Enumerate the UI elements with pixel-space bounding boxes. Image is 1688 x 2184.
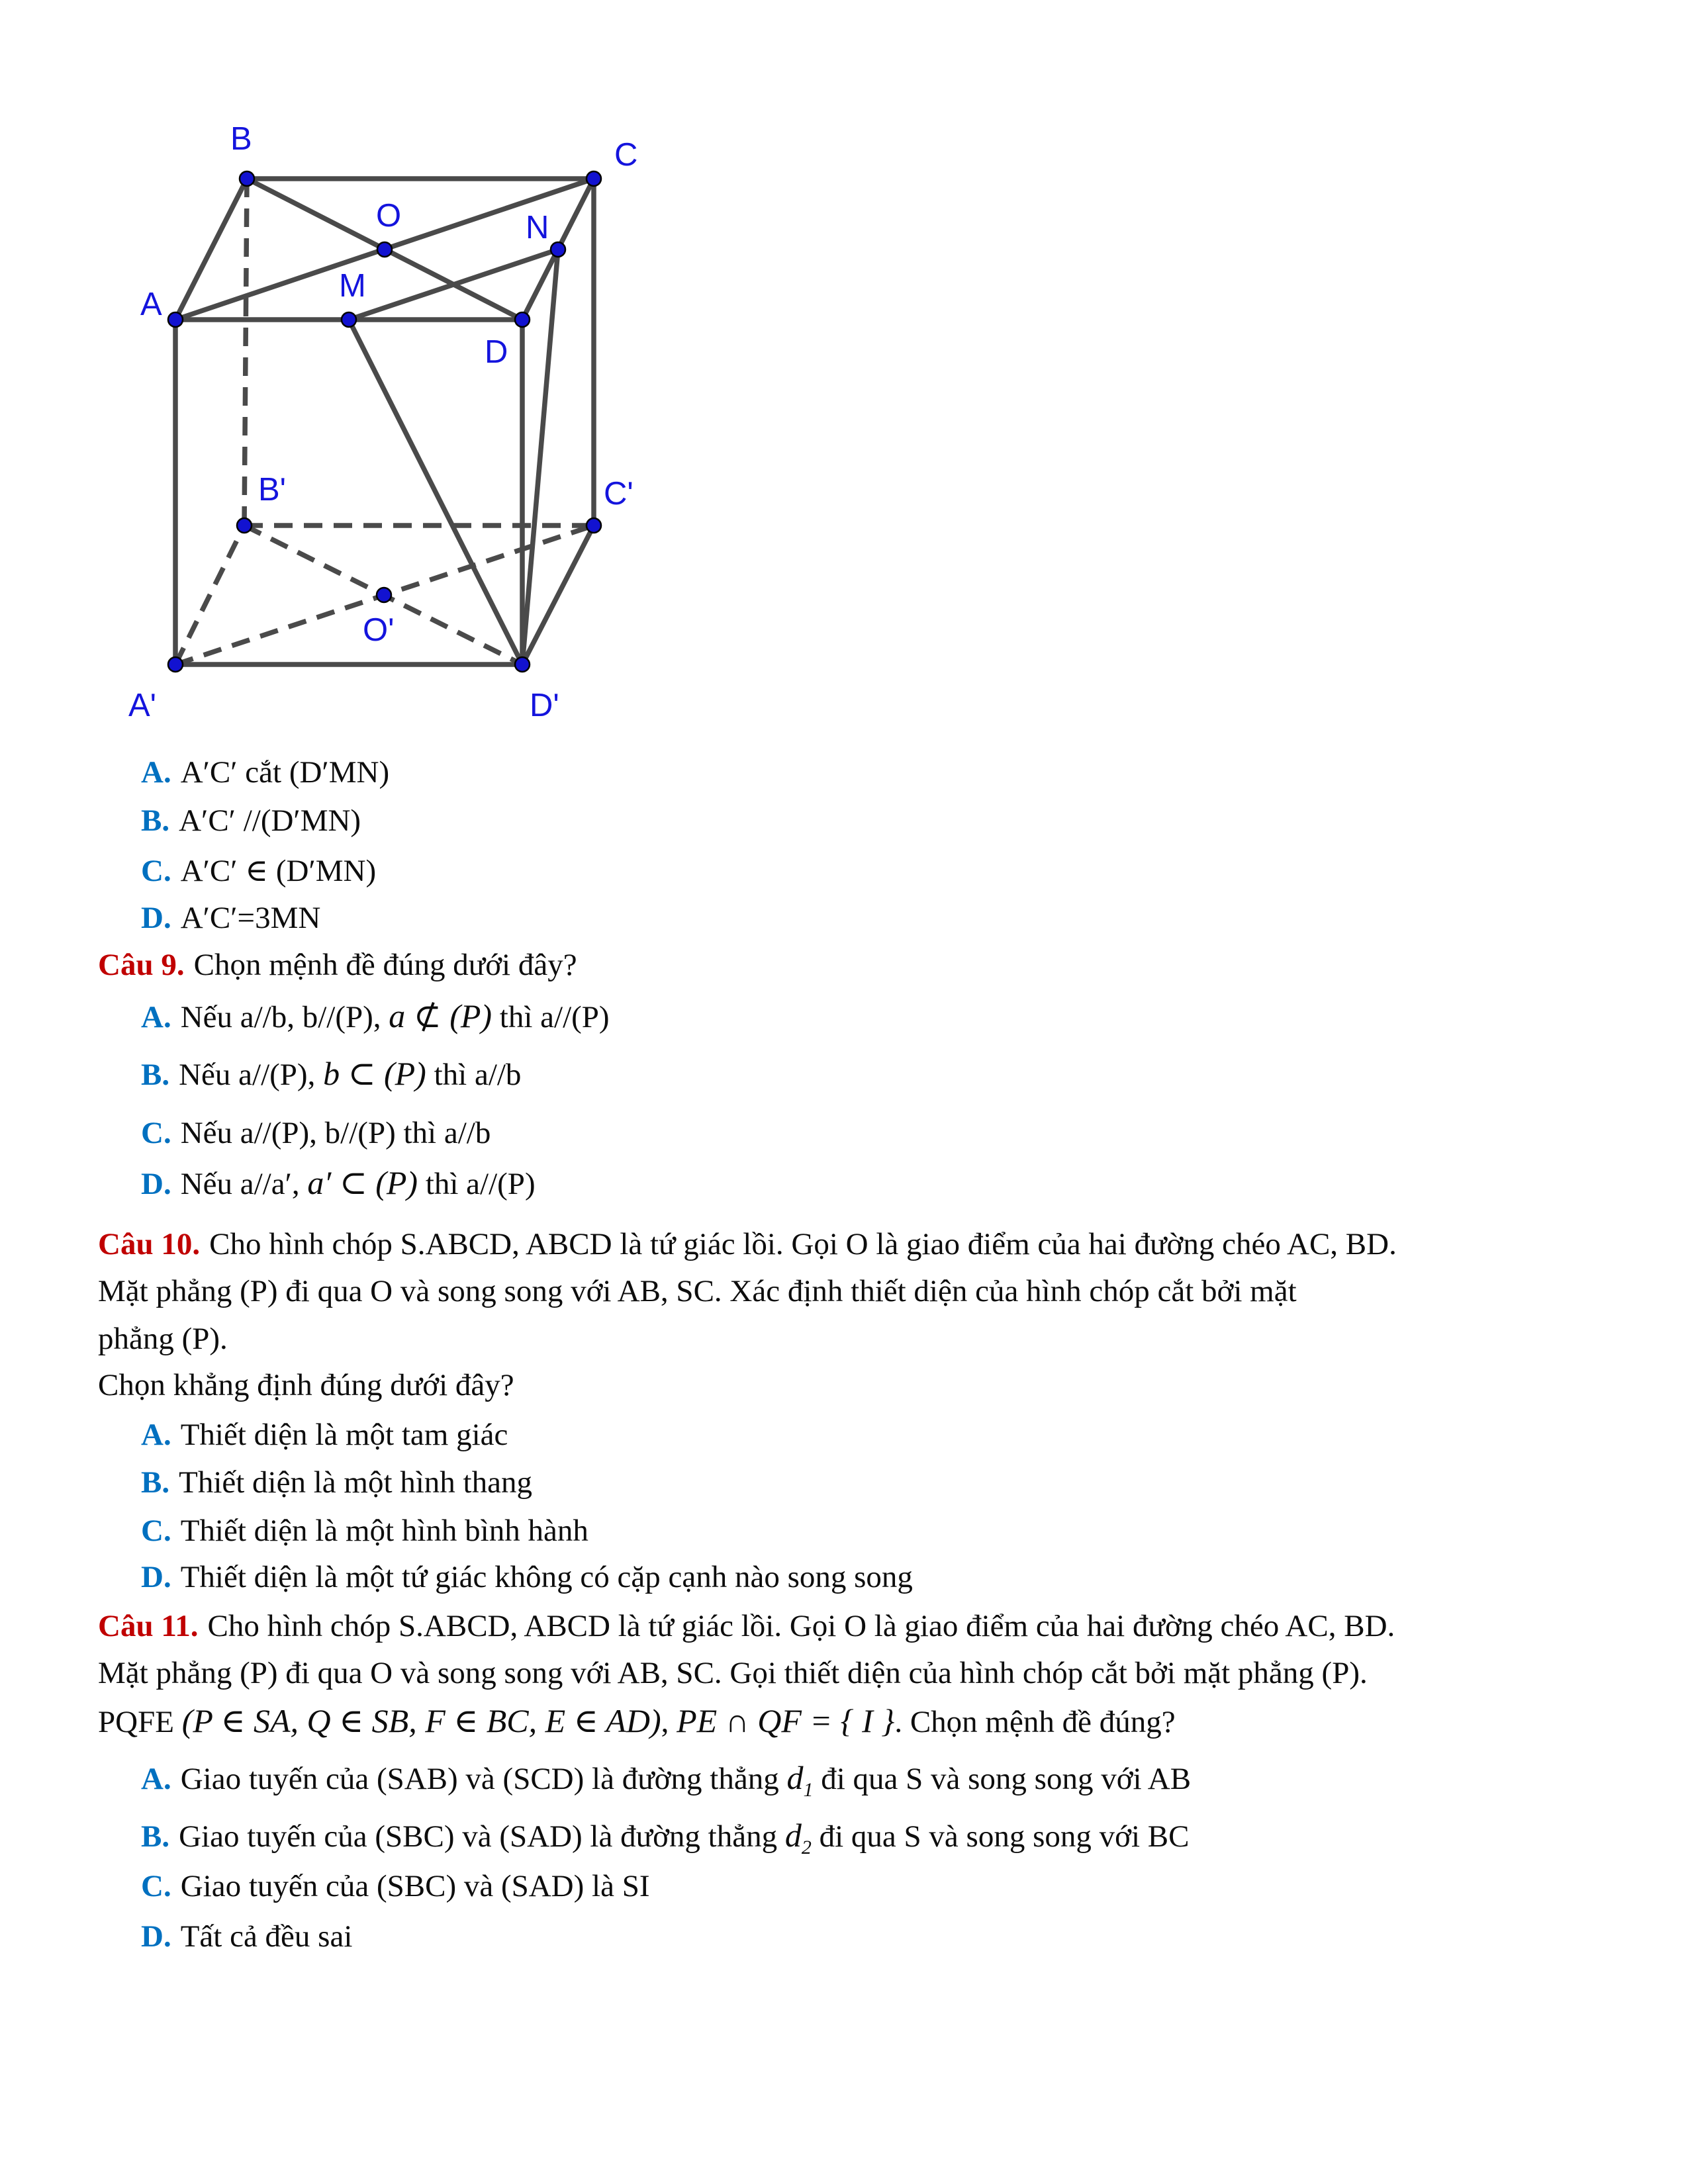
q10-text-line3: phẳng (P). bbox=[98, 1322, 228, 1356]
option-text: A′C′ //(D′MN) bbox=[179, 803, 361, 838]
option-text: Nếu a//b, b//(P), bbox=[180, 1000, 389, 1034]
q8-option-d bbox=[141, 898, 320, 938]
math-expression: PE ∩ QF = { I } bbox=[677, 1702, 895, 1739]
option-text: A′C′ ∈ (D′MN) bbox=[180, 854, 377, 888]
math-expression: (P ∈ SA, Q ∈ SB, F ∈ BC, E ∈ AD) bbox=[181, 1702, 661, 1739]
option-letter: C. bbox=[141, 1116, 171, 1150]
option-letter: D. bbox=[141, 1167, 171, 1201]
point-dot-D2 bbox=[515, 657, 530, 672]
q10-option-d bbox=[141, 1557, 913, 1597]
math-variable: d bbox=[784, 1817, 802, 1854]
point-label-A: A bbox=[140, 287, 162, 322]
point-dot-O bbox=[377, 242, 392, 257]
question-text: , bbox=[661, 1705, 677, 1739]
option-text: A′C′ cắt (D′MN) bbox=[180, 755, 390, 790]
option-letter: A. bbox=[141, 1762, 171, 1796]
option-text: Nếu a//(P), b//(P) thì a//b bbox=[180, 1116, 491, 1150]
math-expression: a′ ⊂ (P) bbox=[307, 1164, 418, 1201]
q8-option-c bbox=[141, 851, 376, 891]
option-text: thì a//(P) bbox=[418, 1167, 536, 1201]
point-dot-A bbox=[168, 312, 183, 327]
q9-header bbox=[98, 945, 577, 985]
question-text: PQFE bbox=[98, 1705, 182, 1739]
point-dot-C2 bbox=[586, 518, 601, 533]
q10-option-c bbox=[141, 1511, 588, 1551]
option-text: đi qua S và song song với AB bbox=[813, 1762, 1192, 1796]
q11-option-d bbox=[141, 1917, 352, 1956]
q11-text-line3 bbox=[98, 1701, 1176, 1742]
point-dot-D bbox=[515, 312, 530, 327]
point-label-D-prime: D' bbox=[530, 688, 559, 723]
q8-option-b bbox=[141, 801, 361, 841]
option-text: đi qua S và song song với BC bbox=[811, 1819, 1190, 1854]
point-dot-O2 bbox=[377, 588, 391, 602]
q11-option-a bbox=[141, 1758, 1191, 1799]
point-dot-M bbox=[342, 312, 356, 327]
point-label-N: N bbox=[526, 210, 549, 246]
option-text: Giao tuyến của (SBC) và (SAD) là đường thẳng bbox=[179, 1819, 785, 1854]
option-text: Thiết diện là một hình bình hành bbox=[180, 1514, 588, 1548]
point-label-A-prime: A' bbox=[128, 688, 157, 723]
question-number: Câu 10. bbox=[98, 1227, 201, 1261]
option-letter: C. bbox=[141, 1869, 171, 1903]
q11-option-c bbox=[141, 1866, 650, 1906]
option-text: Thiết diện là một tam giác bbox=[180, 1418, 508, 1452]
q10-text-line4: Chọn khẳng định đúng dưới đây? bbox=[98, 1368, 514, 1402]
option-text: Tất cả đều sai bbox=[180, 1919, 353, 1954]
math-expression bbox=[784, 1817, 812, 1858]
q10-text-line2: Mặt phẳng (P) đi qua O và song song với AB, SC. Xác định thiết diện của hình chóp cắt bởi mặt bbox=[98, 1274, 1297, 1308]
option-text: A′C′=3MN bbox=[180, 901, 321, 935]
option-letter: D. bbox=[141, 1560, 171, 1594]
q9-option-a bbox=[141, 996, 610, 1037]
option-letter: B. bbox=[141, 1058, 170, 1092]
option-letter: D. bbox=[141, 901, 171, 935]
point-label-B-prime: B' bbox=[258, 472, 287, 508]
option-text: thì a//(P) bbox=[492, 1000, 610, 1034]
point-label-D: D bbox=[485, 334, 508, 370]
point-label-C-prime: C' bbox=[604, 476, 633, 512]
q8-option-a bbox=[141, 752, 389, 792]
math-subscript: 2 bbox=[801, 1837, 812, 1858]
option-letter: A. bbox=[141, 1000, 171, 1034]
prism-figure bbox=[0, 0, 741, 768]
q10-option-b bbox=[141, 1463, 532, 1502]
point-label-O-prime: O' bbox=[363, 612, 395, 648]
q9-option-d bbox=[141, 1163, 536, 1204]
math-expression: a ⊄ (P) bbox=[389, 997, 492, 1034]
option-text: thì a//b bbox=[426, 1058, 522, 1092]
q11-text-line2: Mặt phẳng (P) đi qua O và song song với AB, SC. Gọi thiết diện của hình chóp cắt bởi mặt phẳng (P). bbox=[98, 1656, 1368, 1690]
q11-header bbox=[98, 1606, 1395, 1646]
question-text: Cho hình chóp S.ABCD, ABCD là tứ giác lồi. Gọi O là giao điểm của hai đường chéo AC, BD. bbox=[209, 1227, 1397, 1261]
option-letter: C. bbox=[141, 854, 171, 888]
q10-header bbox=[98, 1224, 1397, 1264]
question-number: Câu 9. bbox=[98, 948, 185, 982]
math-subscript: 1 bbox=[803, 1779, 814, 1801]
question-text: . Chọn mệnh đề đúng? bbox=[894, 1705, 1176, 1739]
point-dot-C bbox=[586, 171, 601, 186]
option-letter: A. bbox=[141, 1418, 171, 1452]
point-label-C: C bbox=[614, 137, 638, 173]
point-dot-B2 bbox=[237, 518, 252, 533]
prism-figure-canvas bbox=[0, 0, 741, 768]
q11-option-b bbox=[141, 1815, 1189, 1856]
question-text: Cho hình chóp S.ABCD, ABCD là tứ giác lồi. Gọi O là giao điểm của hai đường chéo AC, BD. bbox=[207, 1609, 1395, 1643]
option-letter: B. bbox=[141, 1465, 170, 1500]
option-text: Thiết diện là một hình thang bbox=[179, 1465, 532, 1500]
math-expression: b ⊂ (P) bbox=[323, 1055, 426, 1092]
q9-option-c bbox=[141, 1112, 491, 1153]
q10-option-a bbox=[141, 1415, 508, 1455]
option-letter: A. bbox=[141, 755, 171, 790]
math-expression bbox=[786, 1759, 814, 1801]
option-text: Nếu a//(P), bbox=[179, 1058, 324, 1092]
point-dot-B bbox=[240, 171, 254, 186]
point-label-O: O bbox=[376, 198, 402, 234]
option-letter: C. bbox=[141, 1514, 171, 1548]
point-dot-N bbox=[551, 242, 565, 257]
math-variable: d bbox=[786, 1759, 804, 1796]
q9-option-b bbox=[141, 1054, 521, 1095]
point-label-B: B bbox=[230, 121, 252, 157]
question-text: Chọn mệnh đề đúng dưới đây? bbox=[193, 948, 577, 982]
point-dot-A2 bbox=[168, 657, 183, 672]
option-text: Giao tuyến của (SBC) và (SAD) là SI bbox=[180, 1869, 650, 1903]
option-letter: B. bbox=[141, 1819, 170, 1854]
option-text: Thiết diện là một tứ giác không có cặp cạnh nào song song bbox=[180, 1560, 913, 1594]
hidden-edge-B-B2 bbox=[244, 179, 247, 525]
option-letter: D. bbox=[141, 1919, 171, 1954]
option-letter: B. bbox=[141, 803, 170, 838]
point-label-M: M bbox=[339, 268, 366, 304]
question-number: Câu 11. bbox=[98, 1609, 199, 1643]
option-text: Giao tuyến của (SAB) và (SCD) là đường thẳng bbox=[180, 1762, 787, 1796]
option-text: Nếu a//a′, bbox=[180, 1167, 308, 1201]
